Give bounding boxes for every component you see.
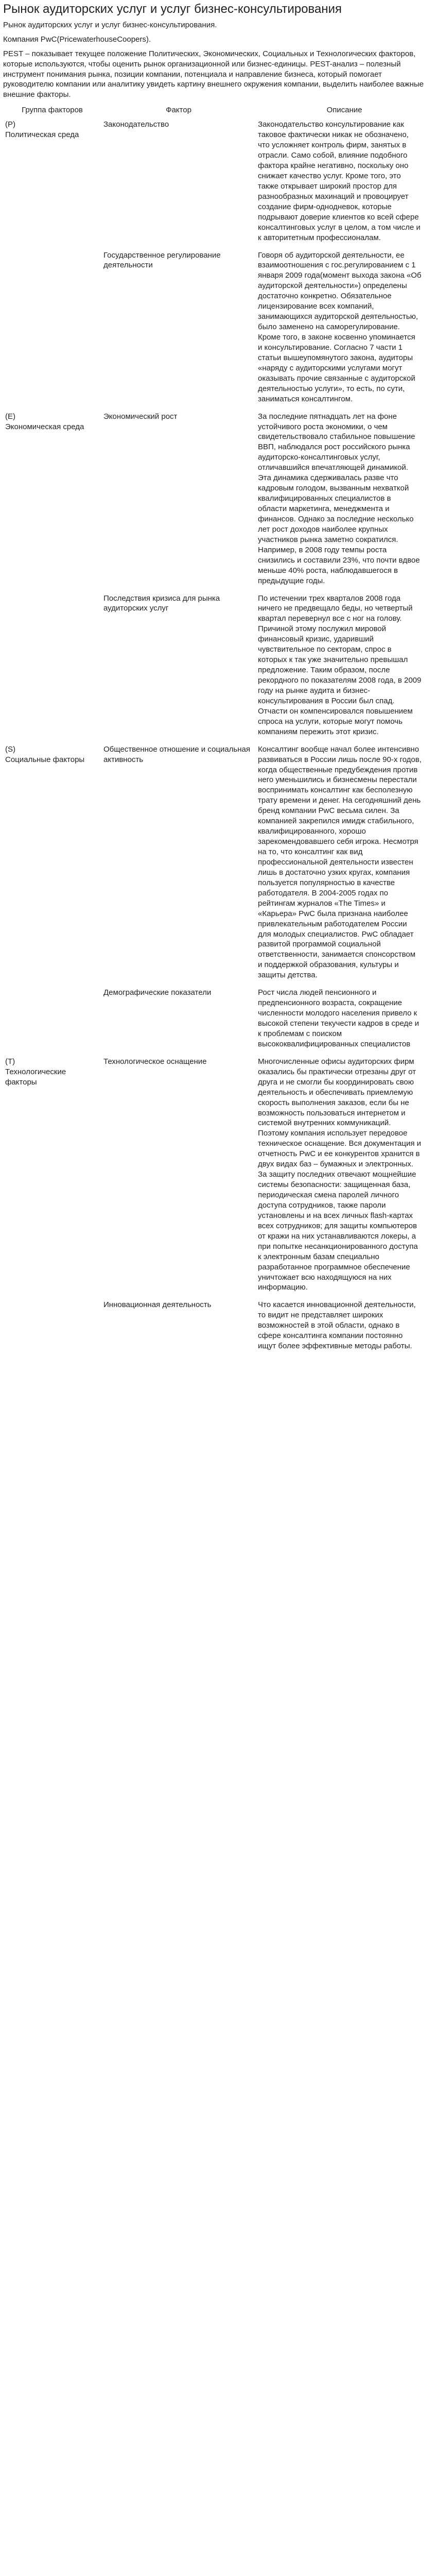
- factor-cell: Экономический рост: [103, 412, 178, 421]
- table-row: [3, 1055, 433, 1298]
- group-cell: [3, 248, 101, 410]
- description-text: Что касается инновационной деятельности, то видит не представляет широких возможностей в этой области, однако в сфере консалтинга компании постоянно ищут более эффективные методы работы.: [258, 1300, 416, 1351]
- company-text: Компания PwC(PricewaterhouseCoopers).: [3, 35, 151, 44]
- factor-cell: Последствия кризиса для рынка аудиторских услуг: [103, 594, 220, 613]
- description-text: Консалтинг вообще начал более интенсивно развиваться в России лишь после 90-х годов, когда общественные предубеждения против него уменьшились и бизнесмены перестали воспринимать консалтинг как бесполезную трату времени и денег. На сегодняшний день бренд компании PwC весьма силен. За компанией закрепился имидж стабильного, квалифицированного, хорошо зарекомендовавшего себя игрока. Несмотря на то, что консалтинг как вид профессиональной деятельности известен лишь в достаточно узких кругах, компания пользуется популярностью в качестве работодателя. В 2004-2005 годах по рейтингам журналов «The Times» и «Карьера» PwC была признана наиболее привлекательным работодателем России для молодых специалистов. PwC обладает развитой программой социальной ответственности, занимается спонсорством и поддержкой образования, культуры и защиты детства.: [258, 744, 422, 980]
- table-row: [3, 410, 433, 591]
- group-cell: [3, 1055, 101, 1298]
- description-text: Рост числа людей пенсионного и предпенсионного возраста, сокращение численности молодого населения привело к высокой степени текучести кадров в среде и к проблемам с поиском высококвалифицированных специалистов: [258, 988, 420, 1048]
- group-code: (S): [5, 744, 15, 754]
- header-factor: Фактор: [166, 106, 191, 115]
- table-row: [3, 591, 433, 742]
- group-cell: [3, 1298, 101, 1357]
- group-code: (P): [5, 120, 15, 129]
- header-description: Описание: [326, 106, 362, 115]
- description-text: Законодательство консультирование как таковое фактически никак не обозначено, что усложняет контроль фирм, занятых в отрасли. Само собой, влияние подобного фактора крайне негативно, поскольку оно снижает качество услуг. Кроме того, это также открывает широкий простор для разнообразных махинаций и провоцирует создание фирм-однодневок, которые подрывают доверие клиентов ко всей сфере консалтинговых услуг в целом, а том числе и к авторитетным профессионалам.: [258, 120, 421, 242]
- header-group: Группа факторов: [22, 106, 83, 115]
- factor-cell: Технологическое оснащение: [103, 1057, 207, 1066]
- group-cell: [3, 410, 101, 591]
- factor-cell: Государственное регулирование деятельности: [103, 250, 221, 270]
- description-cell: [256, 591, 433, 742]
- group-code: (E): [5, 412, 15, 421]
- group-code: (T): [5, 1057, 15, 1066]
- table-header-row: [3, 104, 433, 117]
- description-text: Говоря об аудиторской деятельности, ее взаимоотношения с гос.регулированием с 1 января 2009 года(момент выхода закона «Об аудиторской деятельности») определены достаточно конкретно. Обязательное лицензирование всех компаний, занимающихся аудиторской деятельностью, было заменено на саморегулирование. Кроме того, в законе косвенно упоминается и консультирование. Согласно 7 части 1 статьи вышеупомянутого закона, аудиторы «наряду с аудиторскими услугами могут оказывать прочие связанные с аудиторской деятельностью услуги», то есть, по сути, заниматься консалтингом.: [258, 250, 422, 403]
- factor-cell: Демографические показатели: [103, 988, 212, 997]
- intro-text: Рынок аудиторских услуг и услуг бизнес-консультирования.: [3, 20, 217, 29]
- description-cell: [256, 1055, 433, 1298]
- factor-cell: Инновационная деятельность: [103, 1300, 212, 1310]
- table-row: [3, 1298, 433, 1357]
- factor-cell: Общественное отношение и социальная активность: [103, 744, 250, 764]
- page-title: Рынок аудиторских услуг и услуг бизнес-консультирования: [3, 2, 342, 16]
- description-cell: [256, 410, 433, 591]
- table-row: [3, 986, 433, 1055]
- description-text: Многочисленные офисы аудиторских фирм оказались бы практически отрезаны друг от друга и не смогли бы координировать свою деятельность и обеспечивать приемлемую скорость выполнения заказов, если бы не возможность пользоваться интернетом и системой внутренних коммуникаций. Поэтому компания использует передовое техническое оснащение. Вся документация и отчетность PwC и ее конкурентов хранится в двух видах баз – бумажных и электронных. За защиту последних отвечают мощнейшие системы безопасности: защищенная база, периодическая смена паролей личного доступа сотрудников, также пароли установлены и на всех личных flash-картах всех сотрудников; для защиты компьютеров от кражи на них устанавливаются локеры, а при попытке несанкционированного доступа к электронным базам специально разработанное программное обеспечение уничтожает всю находящуюся на них информацию.: [258, 1057, 422, 1292]
- description-text: За последние пятнадцать лет на фоне устойчивого роста экономики, о чем свидетельствовало стабильное повышение ВВП, наблюдался рост российского рынка аудиторско-консалтинговых услуг, отличавшийся впечатляющей динамикой. Эта динамика сдерживалась разве что кадровым голодом, вызванным нехваткой квалифицированных специалистов в области маркетинга, менеджмента и финансов. Однако за последние несколько лет рост доходов наиболее крупных участников рынка заметно сократился. Например, в 2008 году темпы роста снизились и составили 23%, что почти вдвое меньше 40% роста, наблюдавшегося в предыдущие годы.: [258, 412, 420, 585]
- table-row: [3, 742, 433, 986]
- group-name: Технологические факторы: [5, 1067, 66, 1087]
- factor-cell: Законодательство: [103, 120, 169, 129]
- description-cell: [256, 117, 433, 248]
- group-cell: [3, 742, 101, 986]
- group-cell: [3, 117, 101, 248]
- group-name: Политическая среда: [5, 130, 79, 140]
- description-text: По истечении трех кварталов 2008 года ничего не предвещало беды, но четвертый квартал перевернул все с ног на голову. Причиной этому послужил мировой финансовый кризис, ударивший чувствительное по секторам, спрос в которых к так уже значительно превышал предложение. Таким образом, после рекордного по показателям 2008 года, в 2009 году на рынке аудита и бизнес-консультирования в России был спад. Отчасти он компенсировался повышением спроса на услуги, которые могут помочь компаниям пережить этот кризис.: [258, 594, 422, 736]
- group-name: Социальные факторы: [5, 755, 85, 764]
- table-row: [3, 248, 433, 410]
- group-cell: [3, 591, 101, 742]
- table-row: [3, 117, 433, 248]
- description-cell: [256, 248, 433, 410]
- description-cell: [256, 986, 433, 1055]
- description-cell: [256, 1298, 433, 1357]
- group-name: Экономическая среда: [5, 422, 84, 431]
- pest-table: [3, 104, 433, 1357]
- group-cell: [3, 986, 101, 1055]
- description-cell: [256, 742, 433, 986]
- pest-description: PEST – показывает текущее положение Политических, Экономических, Социальных и Технологических факторов, которые используются, чтобы оценить рынок организационной или бизнес-единицы. PEST-анализ – полезный инструмент понимания рынка, позиции компании, потенциала и направление бизнеса, который помогает руководителю компании или аналитику увидеть картину внешнего окружения компании, выделить наиболее важные внешние факторы.: [3, 49, 424, 99]
